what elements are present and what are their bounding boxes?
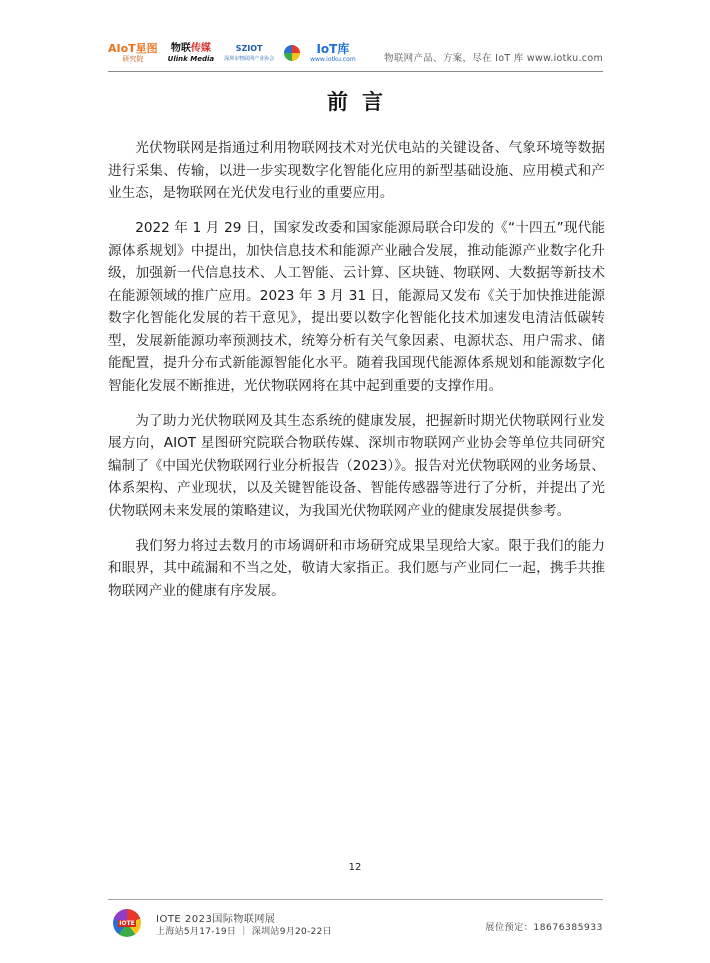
sziot-logo bbox=[224, 43, 274, 64]
aiot-logo bbox=[108, 43, 158, 64]
iotku-logo bbox=[310, 43, 356, 64]
iote-logo-text: IOTE bbox=[119, 919, 135, 927]
paragraph: 2022 年 1 月 29 日，国家发改委和国家能源局联合印发的《“十四五”现代能源体系规划》中提出，加快信息技术和能源产业融合发展，推动能源产业数字化升级，加强新一代信息技术、人工智能、云计算、区块链、物联网、大数据等新技术在能源领域的推广应用。2023 年 3 月 31 日，能源局又发布《关于加快推进能源数字化智能化发展的若干意见》，提出要以数字化智能化技术加速发电清洁低碳转型，发展新能源功率预测技术，统筹分析有关气象因素、电源状态、用户需求、储能配置，提升分布式新能源智能化水平。随着我国现代能源体系规划和能源数字化智能化发展不断推进，光伏物联网将在其中起到重要的支撑作用。 bbox=[108, 220, 605, 394]
page-footer bbox=[0, 905, 710, 955]
ulink-logo-red: 传媒 bbox=[190, 42, 211, 54]
paragraph: 为了助力光伏物联网及其生态系统的健康发展，把握新时期光伏物联网行业发展方向，AIOT 星图研究院联合物联传媒、深圳市物联网产业协会等单位共同研究编制了《中国光伏物联网行业分析报告（2023）》。报告对光伏物联网的业务场景、体系架构、产业现状，以及关键智能设备、智能传感器等进行了分析，并提出了光伏物联网未来发展的策略建议，为我国光伏物联网产业的健康发展提供参考。 bbox=[108, 412, 605, 519]
paragraph: 光伏物联网是指通过利用物联网技术对光伏电站的关键设备、气象环境等数据进行采集、传输，以进一步实现数字化智能化应用的新型基础设施、应用模式和产业生态，是物联网在光伏发电行业的重要应用。 bbox=[108, 140, 605, 201]
sziot-logo-text: SZIOT bbox=[235, 43, 263, 53]
iote-circle-logo bbox=[284, 45, 300, 61]
page-title: 前言 bbox=[327, 90, 397, 114]
header-divider bbox=[108, 71, 603, 72]
body-content bbox=[108, 137, 605, 615]
booth-booking: 展位预定：18676385933 bbox=[485, 923, 603, 933]
page-number: 12 bbox=[348, 862, 362, 873]
iotku-logo-subtext: www.iotku.com bbox=[310, 55, 356, 63]
footer-divider bbox=[108, 899, 603, 900]
ulink-logo-subtext: Ulink Media bbox=[167, 54, 215, 63]
ulink-logo-text bbox=[171, 43, 211, 55]
ulink-logo-black: 物联 bbox=[170, 42, 191, 54]
header-tagline: 物联网产品、方案，尽在 IoT 库 www.iotku.com bbox=[384, 53, 603, 64]
iote-logo-icon bbox=[113, 909, 141, 937]
aiot-logo-text: AIoT星图 bbox=[108, 41, 158, 55]
partner-logos bbox=[108, 38, 366, 68]
page-header bbox=[0, 0, 710, 78]
ulink-media-logo bbox=[168, 43, 214, 64]
expo-title: IOTE 2023国际物联网展 bbox=[156, 914, 276, 925]
iotku-logo-text: IoT库 bbox=[316, 41, 350, 56]
circle-logo-icon bbox=[284, 45, 300, 61]
aiot-logo-subtext: 研究院 bbox=[122, 54, 144, 63]
expo-dates: 上海站5月17-19日 ｜ 深圳站9月20-22日 bbox=[156, 927, 332, 937]
sziot-logo-subtext: 深圳市物联网产业协会 bbox=[224, 55, 275, 62]
paragraph: 我们努力将过去数月的市场调研和市场研究成果呈现给大家。限于我们的能力和眼界，其中疏漏和不当之处，敬请大家指正。我们愿与产业同仁一起，携手共推物联网产业的健康有序发展。 bbox=[108, 537, 605, 599]
